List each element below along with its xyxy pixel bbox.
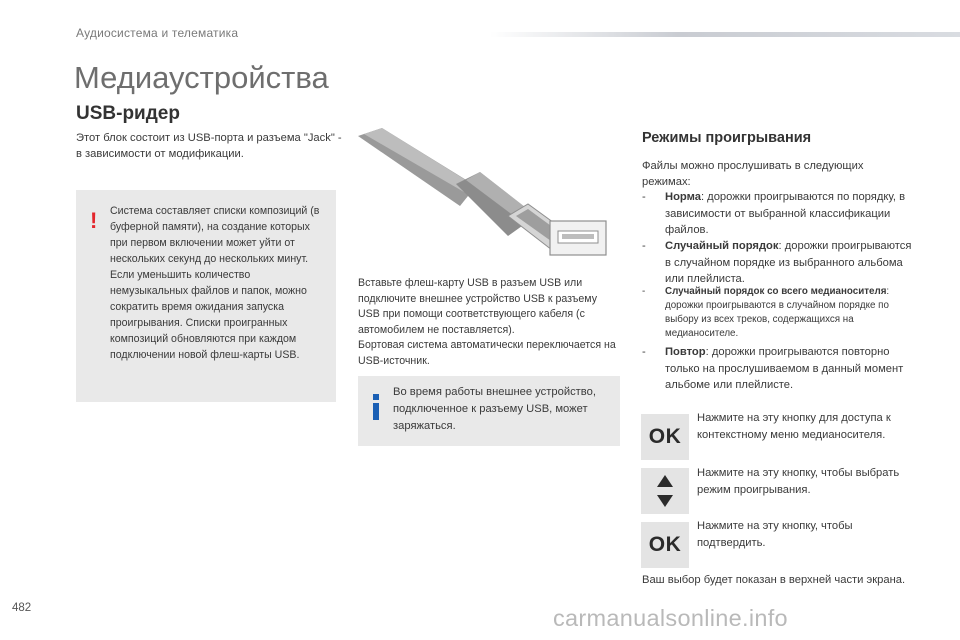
warning-text: [110, 203, 330, 363]
up-down-arrows-icon: [641, 468, 689, 514]
usb-plug-illustration: [358, 128, 620, 268]
warning-icon: !: [90, 208, 98, 233]
final-note: Ваш выбор будет показан в верхней части экрана.: [642, 574, 906, 586]
ok-menu-description: Нажмите на эту кнопку для доступа к контекстному меню медианосителя.: [697, 412, 891, 441]
insert-instructions: [358, 276, 620, 369]
watermark: carmanualsonline.info: [553, 605, 788, 631]
insert-para-2: Бортовая система автоматически переключается на USB-источник.: [358, 339, 616, 367]
mode-item-shuffle-all: [642, 285, 912, 341]
ok-button-icon: [641, 522, 689, 568]
ok-label: OK: [648, 425, 682, 448]
insert-para-1: Вставьте флеш-карту USB в разъем USB или подключите внешнее устройство USB к разъему USB при помощи соответствующего кабеля (с автомобилем не поставляется).: [358, 277, 598, 336]
modes-heading: Режимы проигрывания: [642, 130, 812, 146]
mode-name: Норма: [665, 191, 701, 203]
header-decor-bar: [490, 32, 960, 37]
arrows-glyph: [655, 473, 675, 509]
mode-dash: -: [642, 286, 646, 297]
info-note: Во время работы внешнее устройство, подключенное к разъему USB, может заряжаться.: [393, 386, 596, 432]
mode-item-shuffle: [642, 238, 912, 288]
ok-confirm-description: Нажмите на эту кнопку, чтобы подтвердить.: [697, 520, 853, 549]
mode-desc: : дорожки проигрываются в случайном порядке из выбранного альбома или плейлиста.: [665, 240, 912, 285]
info-icon: [368, 392, 384, 422]
warning-para-1: Система составляет списки композиций (в буферной памяти), на создание которых при первом включении может уйти от нескольких секунд до нескольких минут.: [110, 205, 320, 265]
mode-name: Повтор: [665, 346, 706, 358]
mode-dash: -: [642, 346, 646, 358]
page-number: 482: [12, 602, 32, 614]
mode-name: Случайный порядок со всего медианосителя: [665, 286, 887, 297]
mode-desc: : дорожки проигрываются по порядку, в зависимости от выбранной классификации файлов.: [665, 191, 906, 236]
section-title: USB-ридер: [76, 103, 180, 124]
mode-item-normal: [642, 189, 912, 239]
page-title: Медиаустройства: [74, 60, 329, 95]
mode-item-repeat: [642, 344, 912, 394]
warning-para-2: Если уменьшить количество немузыкальных файлов и папок, можно сократить время ожидания запуска проигрывания. Списки проигранных композиций обновляются при каждом подключении новой флеш-карты USB.: [110, 269, 307, 361]
mode-desc: : дорожки проигрываются в случайном порядке по выбору из всех треков, содержащихся на медианосителе.: [665, 286, 890, 339]
mode-name: Случайный порядок: [665, 240, 779, 252]
chapter-header: Аудиосистема и телематика: [76, 26, 239, 40]
mode-dash: -: [642, 191, 646, 203]
mode-desc: : дорожки проигрываются повторно только на прослушиваемом в данный момент альбоме или плейлисте.: [665, 346, 904, 391]
ok-label: OK: [648, 533, 682, 556]
intro-text: Этот блок состоит из USB-порта и разъема "Jack" - в зависимости от модификации.: [76, 132, 342, 160]
arrows-description: Нажмите на эту кнопку, чтобы выбрать режим проигрывания.: [697, 467, 900, 496]
mode-dash: -: [642, 240, 646, 252]
ok-button-icon: [641, 414, 689, 460]
modes-intro: Файлы можно прослушивать в следующих режимах:: [642, 160, 864, 188]
